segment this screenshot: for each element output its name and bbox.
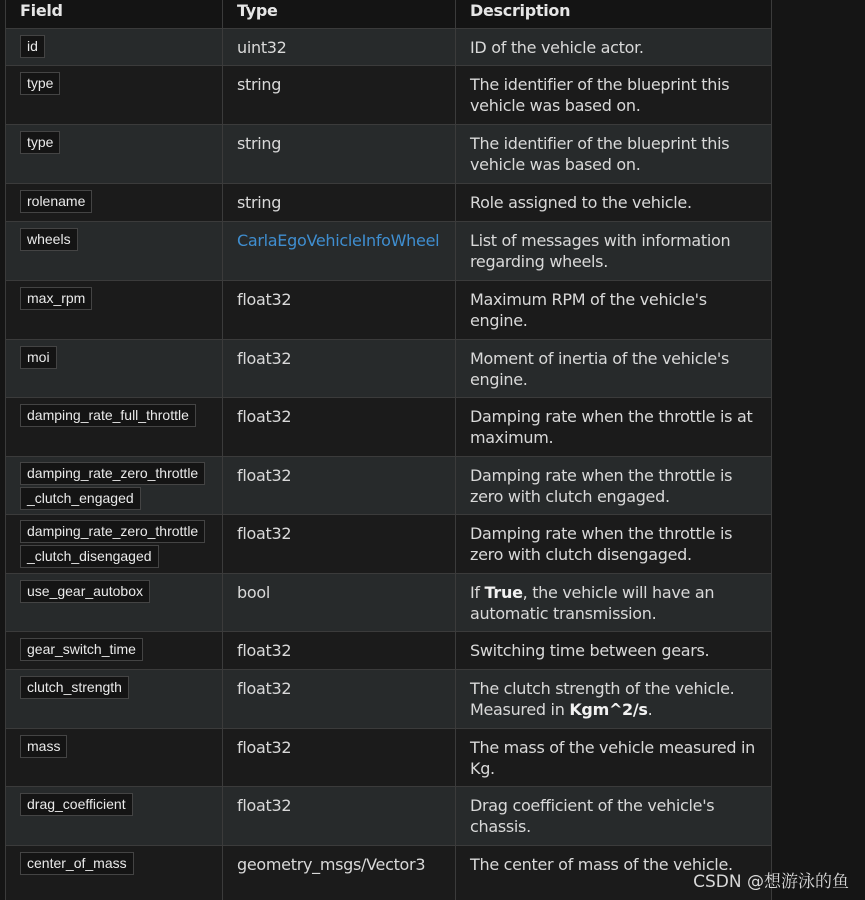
table-row [6, 669, 772, 728]
description-text: Damping rate when the throttle is zero with clutch disengaged. [470, 523, 733, 564]
field-name-code: damping_rate_full_throttle [20, 404, 196, 427]
header-type: Type [223, 0, 456, 28]
type-cell [223, 65, 456, 124]
description-text: Maximum RPM of the vehicle's engine. [470, 289, 707, 330]
type-value: geometry_msgs/Vector3 [237, 854, 426, 874]
type-value: float32 [237, 465, 292, 485]
type-cell [223, 183, 456, 221]
description-cell [456, 786, 772, 845]
description-text: Switching time between gears. [470, 640, 710, 660]
field-name-code: wheels [20, 228, 78, 251]
description-text: The identifier of the blueprint this vehicle was based on. [470, 74, 730, 115]
table-row [6, 221, 772, 280]
table-row [6, 456, 772, 514]
table-row [6, 573, 772, 631]
type-cell [223, 28, 456, 65]
field-cell [6, 339, 223, 397]
table-row [6, 28, 772, 65]
description-text: Role assigned to the vehicle. [470, 192, 692, 212]
field-name-code: type [20, 131, 60, 154]
table-row [6, 183, 772, 221]
type-value: float32 [237, 523, 292, 543]
type-value: float32 [237, 406, 292, 426]
type-cell [223, 221, 456, 280]
table-row [6, 65, 772, 124]
description-text: The clutch strength of the vehicle. Measured in [470, 678, 735, 719]
field-cell [6, 786, 223, 845]
description-text-tail: . [647, 699, 653, 719]
table-row [6, 786, 772, 845]
field-name-code: max_rpm [20, 287, 92, 310]
table-header-row [6, 0, 772, 28]
table-row [6, 845, 772, 900]
table-row [6, 514, 772, 573]
type-cell [223, 339, 456, 397]
field-cell [6, 845, 223, 900]
table-body [6, 28, 772, 900]
type-cell [223, 728, 456, 786]
description-text: If [470, 582, 485, 602]
field-name-code: gear_switch_time [20, 638, 143, 661]
description-cell [456, 28, 772, 65]
field-name-code: damping_rate_zero_throttle [20, 462, 205, 485]
field-cell [6, 397, 223, 456]
field-cell [6, 183, 223, 221]
field-name-code-continued: _clutch_disengaged [20, 545, 159, 568]
type-value: float32 [237, 678, 292, 698]
description-text: The mass of the vehicle measured in Kg. [470, 737, 756, 778]
field-cell [6, 124, 223, 183]
description-cell [456, 397, 772, 456]
type-cell [223, 124, 456, 183]
description-text: List of messages with information regarding wheels. [470, 230, 731, 271]
field-name-code: rolename [20, 190, 92, 213]
description-emphasis: True [484, 582, 523, 602]
field-cell [6, 669, 223, 728]
type-value: float32 [237, 640, 292, 660]
table-row [6, 631, 772, 669]
field-cell [6, 28, 223, 65]
type-cell [223, 669, 456, 728]
description-text: ID of the vehicle actor. [470, 37, 644, 57]
type-cell [223, 280, 456, 339]
description-text: Damping rate when the throttle is zero with clutch engaged. [470, 465, 733, 506]
message-fields-table [5, 0, 772, 900]
field-name-code: mass [20, 735, 67, 758]
description-cell [456, 669, 772, 728]
field-cell [6, 514, 223, 573]
field-cell [6, 573, 223, 631]
description-cell [456, 339, 772, 397]
field-name-code: id [20, 35, 45, 58]
description-text: The center of mass of the vehicle. [470, 854, 733, 874]
type-value: float32 [237, 795, 292, 815]
field-name-code: center_of_mass [20, 852, 134, 875]
type-value: float32 [237, 289, 292, 309]
table-row [6, 397, 772, 456]
field-name-code: drag_coefficient [20, 793, 133, 816]
table-row [6, 728, 772, 786]
field-cell [6, 631, 223, 669]
watermark: CSDN @想游泳的鱼 [693, 872, 849, 892]
type-cell [223, 631, 456, 669]
field-cell [6, 456, 223, 514]
field-cell [6, 728, 223, 786]
type-cell [223, 397, 456, 456]
field-name-code: moi [20, 346, 57, 369]
description-text: Drag coefficient of the vehicle's chassis. [470, 795, 715, 836]
type-value: float32 [237, 737, 292, 757]
table-row [6, 280, 772, 339]
description-cell [456, 514, 772, 573]
description-cell [456, 728, 772, 786]
description-emphasis: Kgm^2/s [569, 699, 648, 719]
field-cell [6, 65, 223, 124]
description-text: Moment of inertia of the vehicle's engine. [470, 348, 730, 389]
type-cell [223, 786, 456, 845]
field-cell [6, 221, 223, 280]
description-cell [456, 183, 772, 221]
type-cell [223, 514, 456, 573]
type-value: string [237, 192, 282, 212]
type-cell [223, 845, 456, 900]
field-name-code: damping_rate_zero_throttle [20, 520, 205, 543]
description-text: Damping rate when the throttle is at maximum. [470, 406, 753, 447]
field-name-code: type [20, 72, 60, 95]
type-value: bool [237, 582, 270, 602]
type-value: float32 [237, 348, 292, 368]
type-cell [223, 456, 456, 514]
table-row [6, 339, 772, 397]
description-cell [456, 221, 772, 280]
field-name-code: use_gear_autobox [20, 580, 150, 603]
type-link[interactable]: CarlaEgoVehicleInfoWheel [237, 230, 440, 250]
field-name-code: clutch_strength [20, 676, 129, 699]
description-cell [456, 573, 772, 631]
type-cell [223, 573, 456, 631]
description-text-tail: , the vehicle will have an automatic transmission. [470, 582, 715, 623]
type-value: string [237, 133, 282, 153]
description-cell [456, 631, 772, 669]
table-row [6, 124, 772, 183]
type-value: uint32 [237, 37, 287, 57]
header-description: Description [456, 0, 772, 28]
field-cell [6, 280, 223, 339]
header-field: Field [6, 0, 223, 28]
field-name-code-continued: _clutch_engaged [20, 487, 141, 510]
description-cell [456, 65, 772, 124]
description-text: The identifier of the blueprint this vehicle was based on. [470, 133, 730, 174]
description-cell [456, 280, 772, 339]
type-value: string [237, 74, 282, 94]
description-cell [456, 456, 772, 514]
description-cell [456, 124, 772, 183]
